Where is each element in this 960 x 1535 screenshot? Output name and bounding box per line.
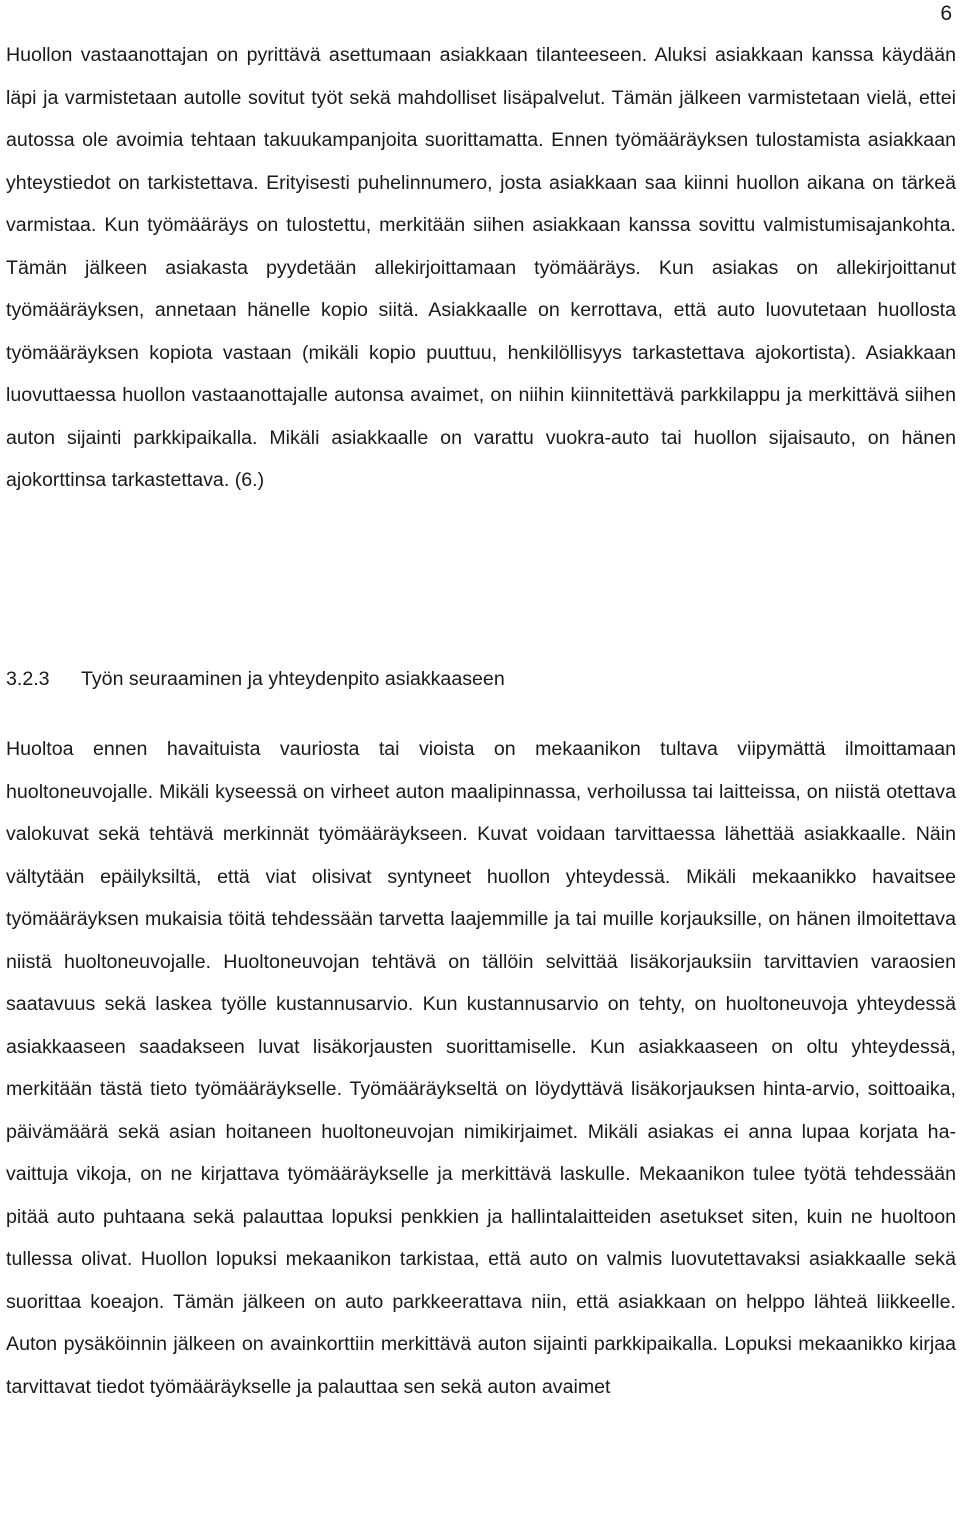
body-paragraph: Huollon vastaanottajan on pyrittävä asettumaan asiakkaan tilanteeseen. Aluksi asiakkaan kanssa käydään läpi ja varmistetaan autolle sovitut työt sekä mahdolliset lisäpalvelut. Tämän jälkeen varmistetaan vielä, ettei autossa ole avoimia tehtaan takuukampanjoita suorittamatta. Ennen työmääräyksen tulostamista asiakkaan yhteystiedot on tarkistettava. Erityisesti puhelinnumero, josta asiakkaan saa kiinni huollon aikana on tärkeä varmistaa. Kun työmääräys on tulostettu, merkitään siihen asiakkaan kanssa sovittu valmistumisajankohta. Tämän jälkeen asiakasta pyydetään allekirjoittamaan työmääräys. Kun asiakas on allekirjoittanut työmääräyksen, annetaan hänelle kopio siitä. Asiakkaalle on kerrottava, että auto luovutetaan huollosta työmääräyksen kopiota vastaan (mikäli kopio puuttuu, henkilöllisyys tarkastettava ajokortista). Asiakkaan luovuttaessa huollon vastaanottajalle autonsa avaimet, on niihin kiinnitettävä parkkilappu ja merkittävä siihen auton sijainti parkkipaikalla. Mikäli asiakkaalle on varattu vuokra-auto tai huollon sijaisauto, on hänen ajokorttinsa tarkastettava. (6.) (6, 44, 956, 491)
body-paragraph: Huoltoa ennen havaituista vauriosta tai vioista on mekaanikon tultava viipymättä ilmoittamaan huoltoneuvojalle. Mikäli kyseessä on virheet auton maalipinnassa, verhoilussa tai laitteissa, on niistä otettava valokuvat sekä tehtävä merkinnät työmääräykseen. Kuvat voidaan tarvittaessa lähettää asiakkaalle. Näin vältytään epäilyksiltä, että viat olisivat syntyneet huollon yhteydessä. Mikäli mekaanikko havaitsee työmääräyksen mukaisia töitä tehdessään tarvetta laajemmille ja tai muille korjauksille, on hänen ilmoitettava niistä huoltoneuvojalle. Huoltoneuvojan tehtävä on tällöin selvittää lisäkorjauksiin tarvittavien varaosien saatavuus sekä laskea työlle kustannusarvio. Kun kustannusarvio on tehty, on huoltoneuvoja yhteydessä asiakkaaseen saadakseen luvat lisäkorjausten suorittamiselle. Kun asiakkaaseen on oltu yhteydessä, merkitään tästä tieto työmääräykselle. Työmääräykseltä on löydyttävä lisäkorjauksen hinta-arvio, soittoaika, päivämäärä sekä asian hoitaneen huoltoneuvojan nimikirjaimet. Mikäli asiakas ei anna lupaa korjata havaittuja vikoja, on ne kirjattava työmääräykselle ja merkittävä laskulle. Mekaanikon tulee työtä tehdessään pitää auto puhtaana sekä palauttaa lopuksi penkkien ja hallintalaitteiden asetukset siten, kuin ne huoltoon tullessa olivat. Huollon lopuksi mekaanikon tarkistaa, että auto on valmis luovutettavaksi asiakkaalle sekä suorittaa koeajon. Tämän jälkeen on auto parkkeerattava niin, että asiakkaan on helppo lähteä liikkeelle. Auton pysäköinnin jälkeen on avainkorttiin merkittävä auton sijainti parkkipaikalla. Lopuksi mekaanikko kirjaa tarvittavat tiedot työmääräykselle ja palauttaa sen sekä auton avaimet (6, 738, 956, 1398)
section-title: Työn seuraaminen ja yhteydenpito asiakkaaseen (81, 668, 505, 690)
section-number: 3.2.3 (6, 668, 50, 690)
page-number: 6 (940, 2, 952, 25)
section-heading (6, 659, 505, 699)
